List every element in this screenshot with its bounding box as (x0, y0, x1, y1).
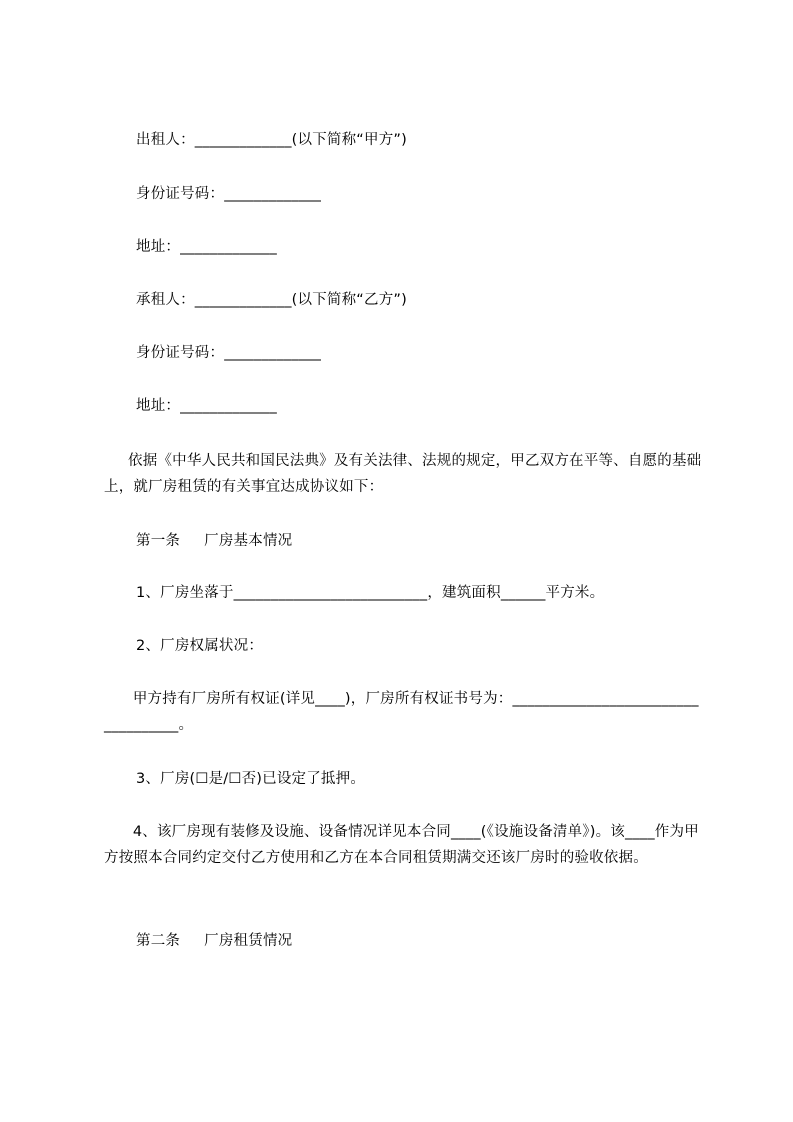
lessee-line: 承租人：_____________(以下简称“乙方”) (136, 292, 407, 308)
clause-1-1: 1、厂房坐落于__________________________，建筑面积______平方米。 (136, 585, 605, 601)
clause-1-2: 2、厂房权属状况： (136, 638, 264, 654)
clause-1-2-detail: 甲方持有厂房所有权证(详见____)，厂房所有权证书号为：___________________________________。 (104, 691, 699, 733)
article-2-title: 第二条 厂房租赁情况 (136, 933, 293, 949)
lessee-id-line: 身份证号码：_____________ (136, 345, 322, 361)
clause-1-3: 3、厂房(☐是/☐否)已设定了抵押。 (136, 771, 366, 787)
lessee-address-line: 地址：_____________ (136, 398, 277, 414)
article-1-title: 第一条 厂房基本情况 (136, 533, 293, 549)
preamble-paragraph: 依据《中华人民共和国民法典》及有关法律、法规的规定，甲乙双方在平等、自愿的基础上，就厂房租赁的有关事宜达成协议如下： (104, 453, 702, 495)
lessor-id-line: 身份证号码：_____________ (136, 186, 322, 202)
clause-1-4: 4、该厂房现有装修及设施、设备情况详见本合同____(《设施设备清单》)。该____作为甲方按照本合同约定交付乙方使用和乙方在本合同租赁期满交还该厂房时的验收依据。 (104, 824, 699, 866)
lessor-address-line: 地址：_____________ (136, 239, 277, 255)
lessor-line: 出租人：_____________(以下简称“甲方”) (136, 132, 407, 148)
